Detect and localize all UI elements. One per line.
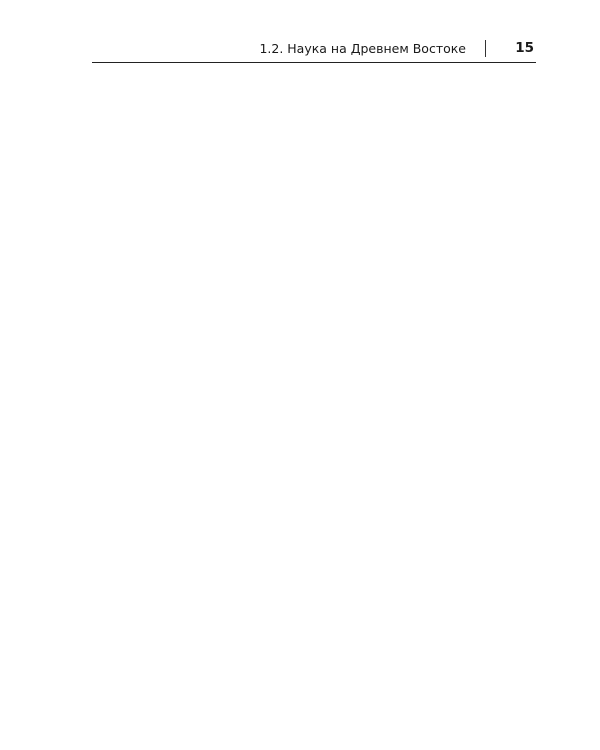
running-header bbox=[92, 40, 536, 63]
running-title: 1.2. Наука на Древнем Востоке bbox=[259, 41, 466, 56]
header-divider bbox=[485, 40, 486, 57]
page-number: 15 bbox=[515, 40, 534, 56]
